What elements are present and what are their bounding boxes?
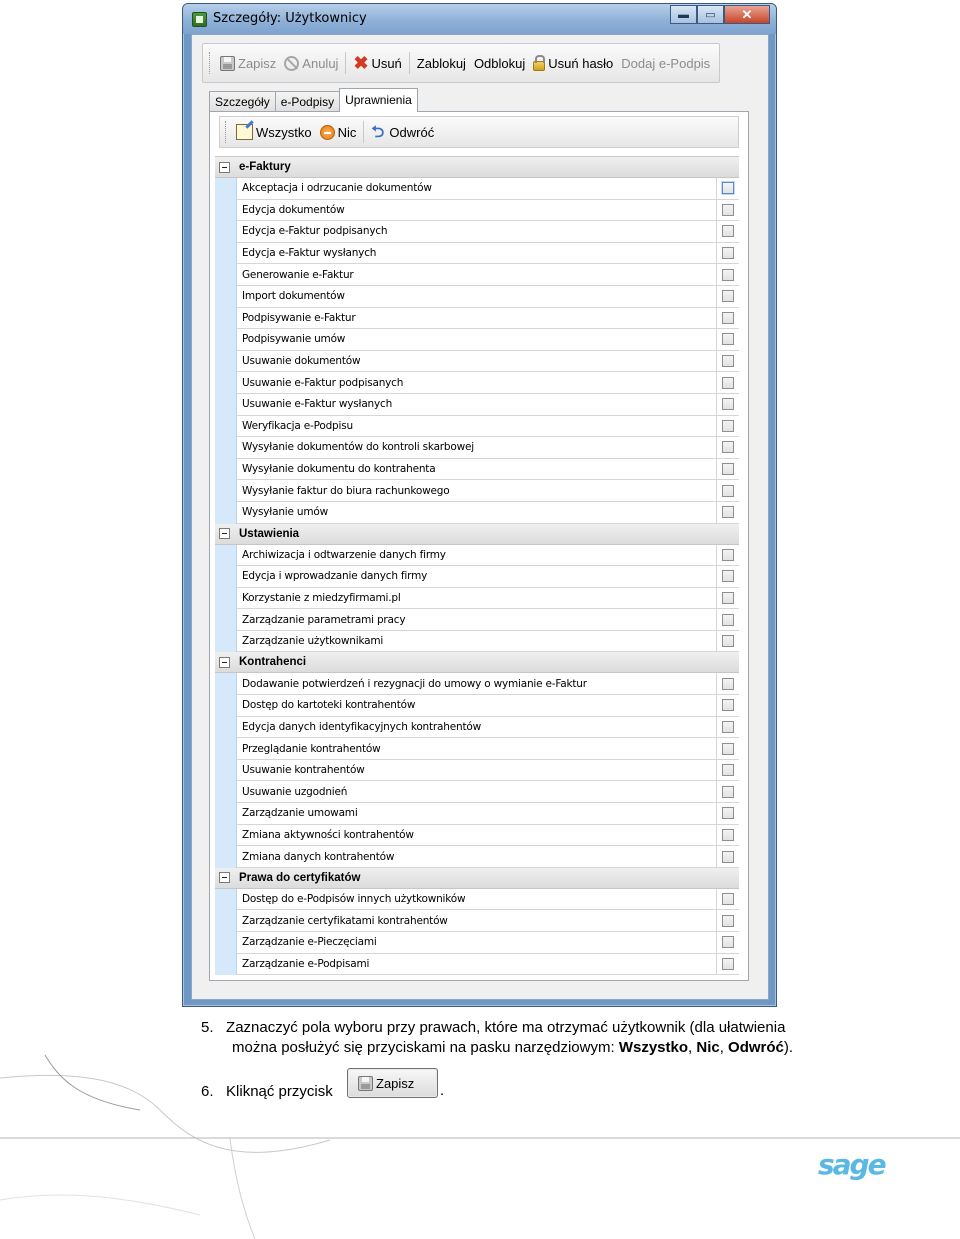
permission-checkbox-cell: [717, 588, 739, 610]
window-controls: [670, 5, 770, 24]
row-indent: [215, 781, 237, 803]
delete-x-icon: ✖: [353, 52, 369, 73]
tab-details[interactable]: Szczegóły: [209, 91, 276, 111]
toolbar-grip[interactable]: [209, 52, 212, 74]
permission-row[interactable]: [215, 954, 739, 976]
toolbar-grip[interactable]: [225, 121, 228, 143]
permission-label: Zarządzanie e-Podpisami: [237, 954, 717, 976]
cancel-icon: [284, 56, 299, 71]
sage-logo: sage: [818, 1148, 885, 1181]
permission-checkbox[interactable]: [722, 893, 734, 905]
permission-checkbox-cell: [717, 781, 739, 803]
permission-checkbox[interactable]: [722, 721, 734, 733]
lock-button-label: Zablokuj: [416, 55, 466, 71]
step-text: Zaznaczyć pola wyboru przy prawach, które ma otrzymać użytkownik (dla ułatwienia: [226, 1019, 786, 1036]
permission-checkbox-cell: [717, 264, 739, 286]
window-title: Szczegóły: Użytkownicy: [213, 11, 367, 26]
group-header[interactable]: [215, 652, 739, 673]
select-none-label: Nic: [337, 124, 357, 140]
separator-text: ,: [688, 1039, 697, 1056]
permission-label: Zmiana aktywności kontrahentów: [237, 825, 717, 847]
permission-row[interactable]: [215, 631, 739, 653]
permission-checkbox[interactable]: [722, 333, 734, 345]
unlock-button-label: Odblokuj: [473, 55, 526, 71]
permission-checkbox[interactable]: [722, 204, 734, 216]
row-indent: [215, 286, 237, 308]
permission-label: Usuwanie e-Faktur wysłanych: [237, 394, 717, 416]
row-indent: [215, 480, 237, 502]
minimize-button[interactable]: ▬: [670, 5, 697, 24]
row-indent: [215, 566, 237, 588]
permission-checkbox[interactable]: [722, 936, 734, 948]
permission-checkbox[interactable]: [722, 377, 734, 389]
close-button[interactable]: ✕: [724, 5, 770, 24]
permission-row[interactable]: [215, 394, 739, 416]
row-indent: [215, 502, 237, 524]
permission-checkbox-cell: [717, 695, 739, 717]
permission-label: Zarządzanie umowami: [237, 803, 717, 825]
step-number: 5.: [201, 1019, 214, 1036]
row-indent: [215, 416, 237, 438]
step-number: 6.: [201, 1083, 214, 1100]
permission-row[interactable]: [215, 695, 739, 717]
tab-permissions[interactable]: Uprawnienia: [339, 88, 418, 112]
select-all-button[interactable]: [232, 120, 316, 144]
add-esignature-label: Dodaj e-Podpis: [621, 55, 711, 71]
group-title: e-Faktury: [239, 161, 291, 173]
group-title: Kontrahenci: [239, 656, 307, 669]
permission-row[interactable]: [215, 264, 739, 286]
permission-checkbox-cell: [717, 566, 739, 588]
permission-checkbox[interactable]: [722, 635, 734, 647]
permission-checkbox[interactable]: [722, 225, 734, 237]
row-indent: [215, 221, 237, 243]
permission-checkbox-cell: [717, 803, 739, 825]
app-icon: [192, 12, 207, 27]
toolbar-separator: [345, 52, 346, 74]
row-indent: [215, 609, 237, 631]
permission-row[interactable]: [215, 932, 739, 954]
permission-checkbox[interactable]: [722, 592, 734, 604]
row-indent: [215, 372, 237, 394]
delete-password-label: Usuń hasło: [548, 55, 614, 71]
floppy-disk-icon: [220, 56, 235, 71]
minus-circle-icon: [320, 125, 335, 140]
step-text: Kliknąć przycisk: [226, 1083, 333, 1100]
permission-checkbox[interactable]: [722, 743, 734, 755]
permission-checkbox-cell: [717, 673, 739, 695]
bold-all: Wszystko: [618, 1039, 689, 1056]
permission-checkbox-cell: [717, 480, 739, 502]
permission-row[interactable]: [215, 910, 739, 932]
permission-label: Akceptacja i odrzucanie dokumentów: [237, 178, 717, 200]
save-button[interactable]: [216, 51, 280, 75]
row-indent: [215, 910, 237, 932]
permission-checkbox[interactable]: [722, 463, 734, 475]
permission-row[interactable]: [215, 825, 739, 847]
permission-label: Dodawanie potwierdzeń i rezygnacji do umowy o wymianie e-Faktur: [237, 673, 717, 695]
edit-note-icon: [236, 124, 253, 140]
row-indent: [215, 825, 237, 847]
permission-checkbox[interactable]: [722, 614, 734, 626]
select-all-label: Wszystko: [256, 124, 312, 140]
lock-button[interactable]: [413, 51, 470, 75]
permission-checkbox-cell: [717, 932, 739, 954]
permission-row[interactable]: [215, 351, 739, 373]
permission-row[interactable]: [215, 889, 739, 911]
row-indent: [215, 803, 237, 825]
undo-arrow-icon: ⮌: [371, 123, 385, 141]
row-indent: [215, 308, 237, 330]
permission-checkbox-cell: [717, 351, 739, 373]
permission-checkbox-cell: [717, 738, 739, 760]
row-indent: [215, 329, 237, 351]
permission-checkbox-cell: [717, 631, 739, 653]
permissions-panel: [209, 111, 749, 981]
permission-label: Zarządzanie parametrami pracy: [237, 609, 717, 631]
permission-checkbox-cell: [717, 545, 739, 567]
invert-selection-button[interactable]: [367, 120, 438, 144]
permission-checkbox-cell: [717, 243, 739, 265]
permission-label: Podpisywanie e-Faktur: [237, 308, 717, 330]
permission-label: Generowanie e-Faktur: [237, 264, 717, 286]
row-indent: [215, 932, 237, 954]
permission-label: Wysyłanie dokumentów do kontroli skarbowej: [237, 437, 717, 459]
permission-row[interactable]: [215, 609, 739, 631]
permission-label: Weryfikacja e-Podpisu: [237, 416, 717, 438]
permission-row[interactable]: [215, 243, 739, 265]
row-indent: [215, 738, 237, 760]
permission-label: Edycja dokumentów: [237, 200, 717, 222]
main-toolbar: [202, 43, 720, 83]
instruction-step-5: [201, 1018, 785, 1038]
permission-row[interactable]: [215, 738, 739, 760]
collapse-minus-icon[interactable]: [219, 872, 230, 883]
permission-checkbox[interactable]: [722, 851, 734, 863]
permission-checkbox-cell: [717, 760, 739, 782]
permission-checkbox-cell: [717, 954, 739, 976]
permission-label: Usuwanie uzgodnień: [237, 781, 717, 803]
row-indent: [215, 437, 237, 459]
permission-checkbox-cell: [717, 889, 739, 911]
permission-checkbox[interactable]: [722, 420, 734, 432]
select-none-button[interactable]: [316, 120, 361, 144]
suffix-text: .: [440, 1082, 445, 1099]
permission-checkbox[interactable]: [722, 807, 734, 819]
permission-checkbox-cell: [717, 286, 739, 308]
delete-button-label: Usuń: [371, 55, 402, 71]
permission-label: Usuwanie dokumentów: [237, 351, 717, 373]
row-indent: [215, 631, 237, 653]
permission-row[interactable]: [215, 459, 739, 481]
save-button-label: Zapisz: [238, 55, 277, 71]
maximize-button[interactable]: ▭: [697, 5, 724, 24]
permission-row[interactable]: [215, 545, 739, 567]
permission-checkbox[interactable]: [722, 506, 734, 518]
permission-label: Dostęp do e-Podpisów innych użytkowników: [237, 889, 717, 911]
permission-label: Edycja e-Faktur wysłanych: [237, 243, 717, 265]
row-indent: [215, 673, 237, 695]
permission-checkbox-cell: [717, 178, 739, 200]
permission-label: Zmiana danych kontrahentów: [237, 846, 717, 868]
permission-checkbox-cell: [717, 200, 739, 222]
permission-checkbox-cell: [717, 609, 739, 631]
delete-password-button[interactable]: [529, 51, 617, 75]
permission-row[interactable]: [215, 200, 739, 222]
permission-label: Usuwanie e-Faktur podpisanych: [237, 372, 717, 394]
toolbar-separator: [363, 121, 364, 143]
collapse-minus-icon[interactable]: [219, 657, 230, 668]
tab-strip: [209, 89, 417, 111]
decorative-swoosh: [0, 1040, 960, 1239]
permission-row[interactable]: [215, 286, 739, 308]
permission-checkbox[interactable]: [722, 549, 734, 561]
permission-checkbox-cell: [717, 717, 739, 739]
permission-checkbox[interactable]: [722, 699, 734, 711]
row-indent: [215, 243, 237, 265]
permission-checkbox[interactable]: [722, 570, 734, 582]
permission-checkbox[interactable]: [722, 398, 734, 410]
permission-checkbox-cell: [717, 910, 739, 932]
group-header[interactable]: [215, 157, 739, 178]
permission-checkbox[interactable]: [722, 290, 734, 302]
permission-checkbox-cell: [717, 825, 739, 847]
permission-label: Edycja i wprowadzanie danych firmy: [237, 566, 717, 588]
permission-row[interactable]: [215, 480, 739, 502]
add-esignature-button[interactable]: [617, 51, 714, 75]
permission-row[interactable]: [215, 178, 739, 200]
permission-checkbox[interactable]: [722, 441, 734, 453]
permission-label: Edycja e-Faktur podpisanych: [237, 221, 717, 243]
permission-label: Zarządzanie certyfikatami kontrahentów: [237, 910, 717, 932]
group-header[interactable]: [215, 524, 739, 545]
cancel-button[interactable]: [280, 51, 342, 75]
permission-checkbox[interactable]: [722, 764, 734, 776]
permission-checkbox-cell: [717, 459, 739, 481]
permission-label: Import dokumentów: [237, 286, 717, 308]
row-indent: [215, 717, 237, 739]
row-indent: [215, 178, 237, 200]
toolbar-separator: [409, 52, 410, 74]
row-indent: [215, 846, 237, 868]
permission-label: Archiwizacja i odtwarzenie danych firmy: [237, 545, 717, 567]
permission-row[interactable]: [215, 329, 739, 351]
permission-row[interactable]: [215, 221, 739, 243]
bold-none: Nic: [696, 1039, 720, 1056]
window-client-area: [191, 34, 769, 1000]
permission-row[interactable]: [215, 437, 739, 459]
permission-checkbox[interactable]: [722, 247, 734, 259]
permission-checkbox-cell: [717, 416, 739, 438]
permission-row[interactable]: [215, 803, 739, 825]
permission-label: Edycja danych identyfikacyjnych kontrahentów: [237, 717, 717, 739]
permission-checkbox[interactable]: [722, 485, 734, 497]
permission-row[interactable]: [215, 416, 739, 438]
group-title: Ustawienia: [239, 527, 300, 540]
permission-label: Dostęp do kartoteki kontrahentów: [237, 695, 717, 717]
title-bar[interactable]: [183, 4, 776, 34]
tab-esignatures[interactable]: e-Podpisy: [275, 91, 340, 111]
step-text: można posłużyć się przyciskami na pasku narzędziowym:: [232, 1039, 619, 1056]
permission-checkbox[interactable]: [722, 678, 734, 690]
permission-checkbox-cell: [717, 329, 739, 351]
bold-invert: Odwróć: [728, 1039, 784, 1056]
permission-checkbox-cell: [717, 437, 739, 459]
permission-checkbox[interactable]: [722, 355, 734, 367]
row-indent: [215, 588, 237, 610]
permission-checkbox[interactable]: [722, 829, 734, 841]
permission-checkbox[interactable]: [722, 182, 734, 194]
suffix-text: ).: [783, 1039, 794, 1056]
permission-row[interactable]: [215, 846, 739, 868]
row-indent: [215, 545, 237, 567]
permission-checkbox[interactable]: [722, 312, 734, 324]
permission-label: Korzystanie z miedzyfirmami.pl: [237, 588, 717, 610]
permission-label: Zarządzanie e-Pieczęciami: [237, 932, 717, 954]
padlock-icon: [533, 61, 545, 71]
row-indent: [215, 459, 237, 481]
permission-label: Wysyłanie faktur do biura rachunkowego: [237, 480, 717, 502]
permissions-toolbar: [219, 116, 739, 148]
permissions-grid: [215, 156, 739, 975]
row-indent: [215, 264, 237, 286]
unlock-button[interactable]: [470, 51, 529, 75]
separator-text: ,: [719, 1039, 729, 1056]
permission-label: Zarządzanie użytkownikami: [237, 631, 717, 653]
cancel-button-label: Anuluj: [302, 55, 339, 71]
row-indent: [215, 954, 237, 976]
permission-checkbox-cell: [717, 308, 739, 330]
collapse-minus-icon[interactable]: [219, 162, 230, 173]
permission-row[interactable]: [215, 566, 739, 588]
permission-label: Wysyłanie umów: [237, 502, 717, 524]
permission-label: Podpisywanie umów: [237, 329, 717, 351]
permission-checkbox-cell: [717, 221, 739, 243]
permission-checkbox-cell: [717, 394, 739, 416]
row-indent: [215, 394, 237, 416]
delete-button[interactable]: [349, 51, 405, 75]
permission-checkbox[interactable]: [722, 915, 734, 927]
permission-row[interactable]: [215, 308, 739, 330]
row-indent: [215, 760, 237, 782]
permission-checkbox[interactable]: [722, 958, 734, 970]
permission-row[interactable]: [215, 717, 739, 739]
row-indent: [215, 889, 237, 911]
row-indent: [215, 200, 237, 222]
permission-checkbox-cell: [717, 846, 739, 868]
permission-row[interactable]: [215, 673, 739, 695]
permission-label: Wysyłanie dokumentu do kontrahenta: [237, 459, 717, 481]
permission-row[interactable]: [215, 781, 739, 803]
row-indent: [215, 695, 237, 717]
permission-checkbox-cell: [717, 502, 739, 524]
permission-checkbox[interactable]: [722, 786, 734, 798]
permission-label: Przeglądanie kontrahentów: [237, 738, 717, 760]
inline-save-label: Zapisz: [376, 1075, 415, 1091]
permission-row[interactable]: [215, 588, 739, 610]
permission-label: Usuwanie kontrahentów: [237, 760, 717, 782]
permission-row[interactable]: [215, 372, 739, 394]
permission-checkbox-cell: [717, 372, 739, 394]
collapse-minus-icon[interactable]: [219, 528, 230, 539]
permission-row[interactable]: [215, 760, 739, 782]
invert-selection-label: Odwróć: [389, 124, 435, 140]
user-details-window: [182, 3, 777, 1007]
permission-checkbox[interactable]: [722, 269, 734, 281]
group-title: Prawa do certyfikatów: [239, 871, 361, 884]
group-header[interactable]: [215, 868, 739, 889]
row-indent: [215, 351, 237, 373]
permission-row[interactable]: [215, 502, 739, 524]
